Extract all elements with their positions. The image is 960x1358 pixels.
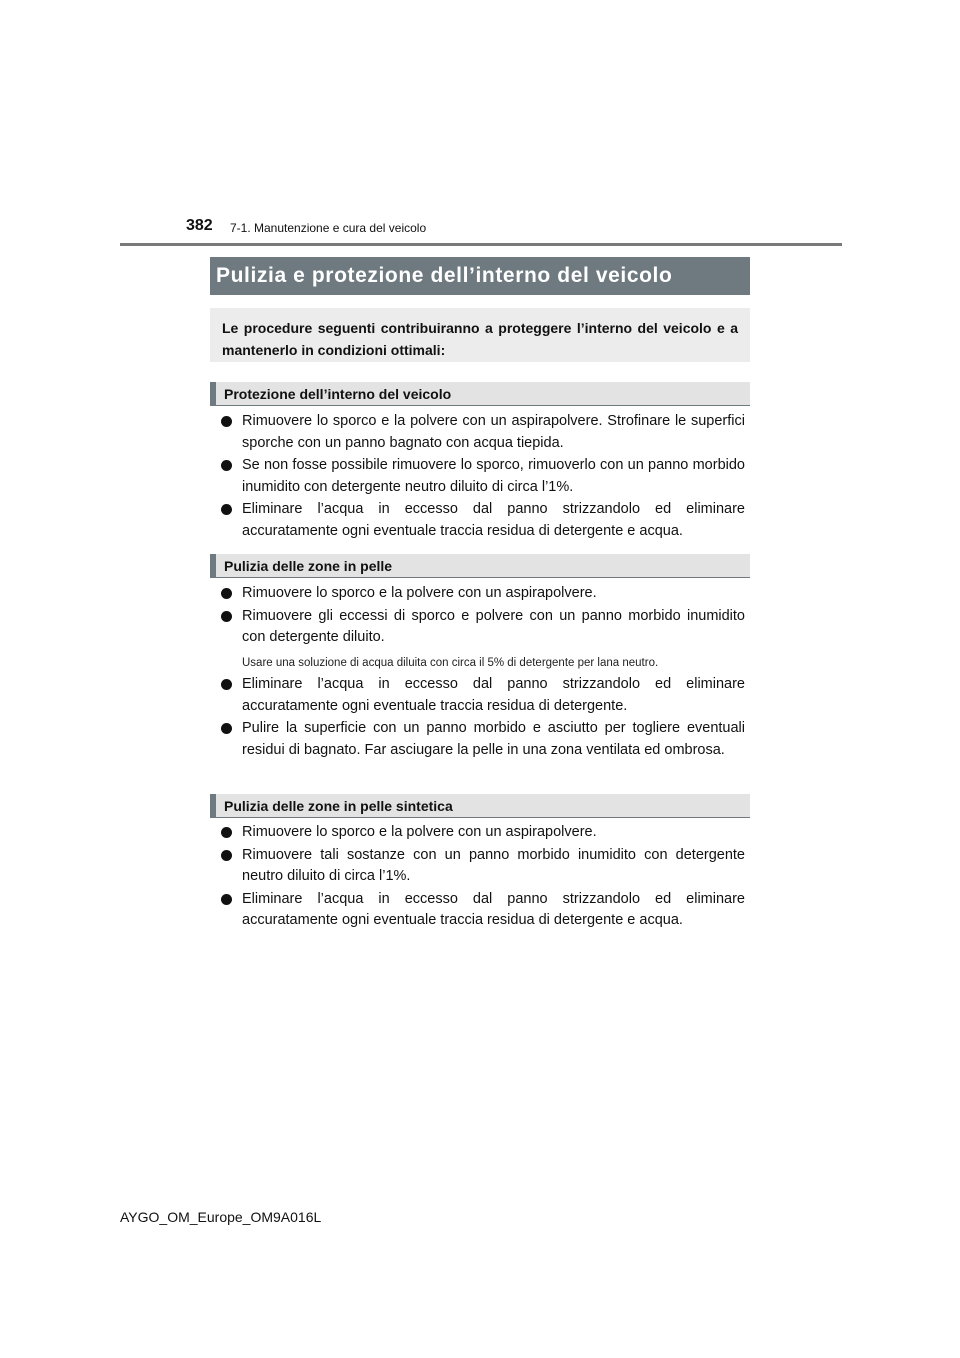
bullet-icon	[221, 850, 232, 861]
bullet-icon	[221, 504, 232, 515]
list-item: Eliminare l’acqua in eccesso dal panno strizzandolo ed eliminare accuratamente ogni eventuale traccia residua di detergente e acqua.	[218, 499, 745, 542]
document-code: AYGO_OM_Europe_OM9A016L	[120, 1209, 322, 1225]
interior-protection-list	[218, 411, 745, 543]
section-heading-synthetic-leather-cleaning: Pulizia delle zone in pelle sintetica	[210, 794, 750, 818]
bullet-icon	[221, 723, 232, 734]
bullet-icon	[221, 460, 232, 471]
bullet-icon	[221, 588, 232, 599]
list-item: Se non fosse possibile rimuovere lo sporco, rimuoverlo con un panno morbido inumidito con detergente neutro diluito di circa l’1%.	[218, 455, 745, 498]
bullet-icon	[221, 827, 232, 838]
section-heading-leather-cleaning: Pulizia delle zone in pelle	[210, 554, 750, 578]
list-item: Rimuovere lo sporco e la polvere con un aspirapolvere.	[218, 583, 745, 605]
bullet-icon	[221, 416, 232, 427]
list-item: Rimuovere tali sostanze con un panno morbido inumidito con detergente neutro diluito di circa l’1%.	[218, 845, 745, 888]
list-item: Rimuovere lo sporco e la polvere con un aspirapolvere. Strofinare le superfici sporche con un panno bagnato con acqua tiepida.	[218, 411, 745, 454]
header-divider	[120, 243, 842, 246]
page-title: Pulizia e protezione dell’interno del veicolo	[216, 264, 673, 287]
page-title-bar	[210, 257, 750, 295]
list-item: Eliminare l’acqua in eccesso dal panno strizzandolo ed eliminare accuratamente ogni eventuale traccia residua di detergente e acqua.	[218, 889, 745, 932]
intro-paragraph: Le procedure seguenti contribuiranno a proteggere l’interno del veicolo e a mantenerlo in condizioni ottimali:	[210, 308, 750, 362]
bullet-icon	[221, 679, 232, 690]
section-heading-interior-protection: Protezione dell’interno del veicolo	[210, 382, 750, 406]
leather-cleaning-list	[218, 583, 745, 650]
page-number: 382	[186, 217, 213, 234]
synthetic-leather-cleaning-list	[218, 822, 745, 933]
leather-cleaning-list-continued	[218, 674, 745, 762]
section-reference: 7-1. Manutenzione e cura del veicolo	[230, 221, 427, 235]
bullet-icon	[221, 611, 232, 622]
list-item: Rimuovere lo sporco e la polvere con un aspirapolvere.	[218, 822, 745, 844]
list-item: Pulire la superficie con un panno morbido e asciutto per togliere eventuali residui di bagnato. Far asciugare la pelle in una zona ventilata ed ombrosa.	[218, 718, 745, 761]
bullet-icon	[221, 894, 232, 905]
list-item: Eliminare l’acqua in eccesso dal panno strizzandolo ed eliminare accuratamente ogni eventuale traccia residua di detergente.	[218, 674, 745, 717]
leather-detergent-note: Usare una soluzione di acqua diluita con circa il 5% di detergente per lana neutro.	[242, 657, 659, 669]
list-item: Rimuovere gli eccessi di sporco e polvere con un panno morbido inumidito con detergente diluito.	[218, 606, 745, 649]
